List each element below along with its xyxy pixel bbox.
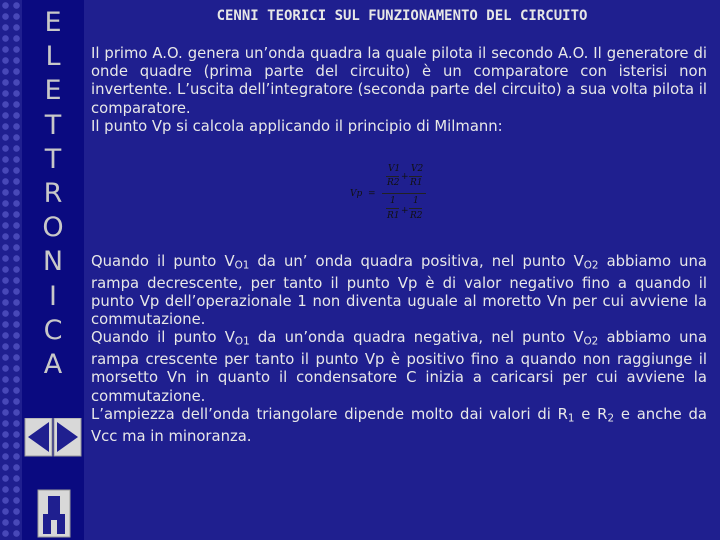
sidebar-letter: T <box>44 143 62 175</box>
formula-r2-bottom: R2 <box>410 211 423 221</box>
formula-r2-top: R2 <box>387 178 400 188</box>
fraction-bar <box>409 208 422 209</box>
intro-paragraph: Il primo A.O. genera un’onda quadra la quale pilota il secondo A.O. Il generatore di onde quadre (prima parte del circuito) è un comparatore con isterisi non invertente. L’uscita dell’integratore (seconda parte del circuito) a sua volta pilota il comparatore. <box>91 45 707 117</box>
sidebar-letter: E <box>44 75 62 107</box>
sidebar-letter: R <box>43 177 63 209</box>
navigation-panel <box>24 418 82 538</box>
formula-equals: = <box>368 189 376 199</box>
formula-one-a: 1 <box>390 196 396 206</box>
formula-r1-top: R1 <box>410 178 423 188</box>
body-paragraph: Quando il punto $V_{O1}$ da un’ onda quadra positiva, nel punto $V_{O2}$ abbiamo una rampa decrescente, per tanto il punto Vp è di valor negativo fino a quando il punto Vp dell’operazionale 1 non diventa uguale al moretto Vn per cui avviene la commutazione. <box>91 253 708 329</box>
millman-formula <box>350 165 430 227</box>
formula-v2: V2 <box>411 164 424 174</box>
formula-plus: + <box>401 206 409 216</box>
formula-v1: V1 <box>388 164 401 174</box>
sidebar-letter: I <box>49 280 57 312</box>
dot-pattern-border <box>0 0 22 540</box>
page-title: CENNI TEORICI SUL FUNZIONAMENTO DEL CIRCUITO <box>216 8 588 24</box>
sidebar-letter: L <box>45 41 61 73</box>
sidebar-letter: A <box>43 348 63 380</box>
back-button[interactable] <box>25 418 52 456</box>
forward-button[interactable] <box>54 418 81 456</box>
formula-lhs: Vp <box>350 189 363 199</box>
sidebar-vertical-title <box>22 6 84 382</box>
body-text <box>91 253 707 446</box>
sidebar-letter: E <box>44 7 62 38</box>
body-paragraph: L’ampiezza dell’onda triangolare dipende molto dai valori di $R_1$ e $R_2$ e anche da Vcc ma in minoranza. <box>91 405 707 445</box>
formula-plus: + <box>401 172 409 182</box>
sidebar-letter: C <box>43 314 63 346</box>
fraction-bar <box>386 176 399 177</box>
home-button[interactable] <box>38 490 70 537</box>
formula-r1-bottom: R1 <box>387 211 400 221</box>
intro-paragraph: Il punto Vp si calcola applicando il principio di Milmann: <box>91 117 503 135</box>
sidebar-letter: T <box>44 109 62 141</box>
main-fraction-bar <box>382 193 426 194</box>
fraction-bar <box>409 176 422 177</box>
sidebar-letter: N <box>42 246 64 278</box>
formula-one-b: 1 <box>413 196 419 206</box>
fraction-bar <box>386 208 399 209</box>
sidebar-letter: O <box>42 212 64 244</box>
body-paragraph: Quando il punto $V_{O1}$ da un’onda quadra negativa, nel punto $V_{O2}$ abbiamo una rampa crescente per tanto il punto Vp è positivo fino a quando non raggiunge il morsetto Vn in quanto il condensatore C inizia a caricarsi per cui avviene la commutazione. <box>91 329 708 405</box>
intro-text <box>91 45 707 136</box>
